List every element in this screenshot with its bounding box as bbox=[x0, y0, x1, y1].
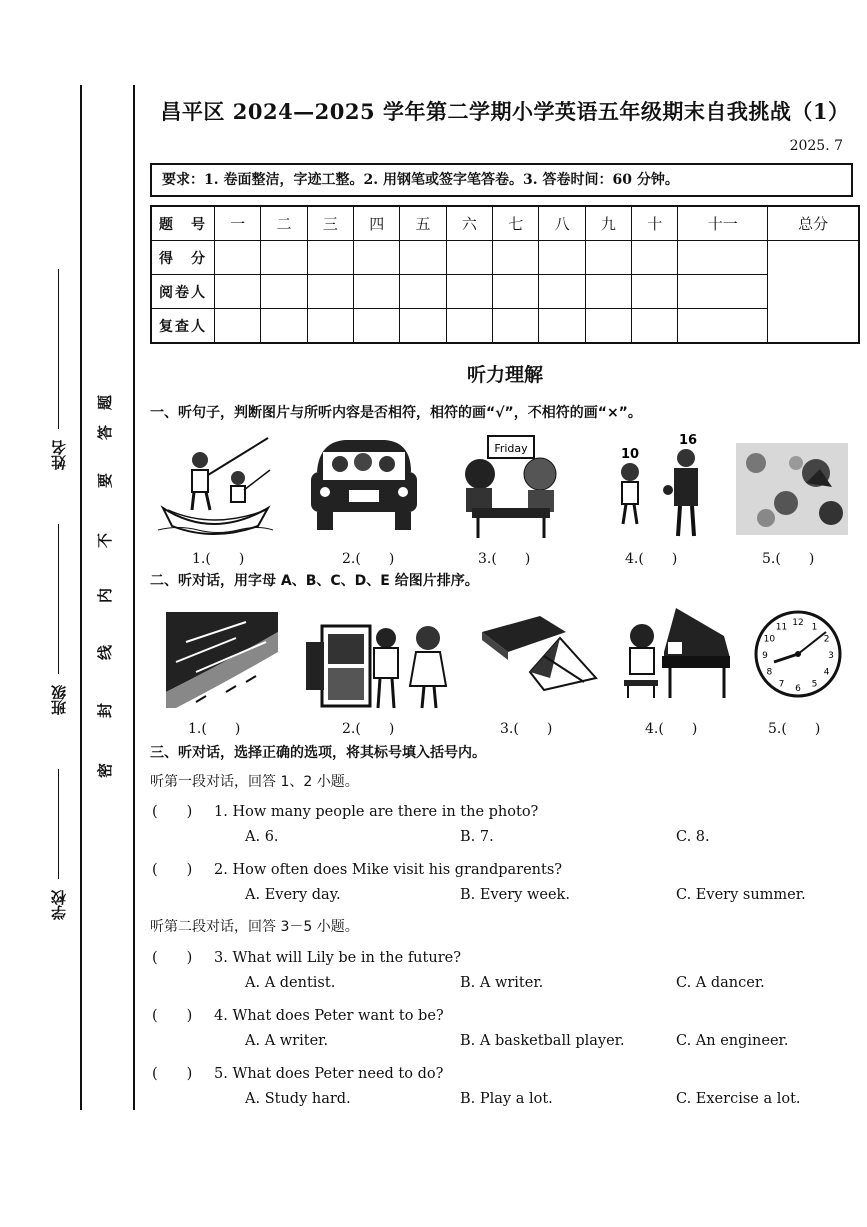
seal-char: 线 bbox=[96, 644, 115, 661]
grader-cell[interactable] bbox=[678, 275, 768, 309]
seal-char: 封 bbox=[96, 702, 115, 719]
piano-picture bbox=[614, 602, 732, 702]
part1-answer-1[interactable]: 1.( ) bbox=[192, 551, 245, 567]
age-small-text: 10 bbox=[620, 447, 640, 462]
clock-numeral: 3 bbox=[828, 651, 834, 661]
ages-picture bbox=[608, 428, 708, 540]
school-label: 学校 bbox=[50, 890, 68, 920]
question-text: 4. What does Peter want to be? bbox=[214, 1008, 444, 1024]
friday-chess-picture bbox=[452, 430, 570, 542]
score-cell[interactable] bbox=[539, 241, 585, 275]
score-cell[interactable] bbox=[261, 241, 307, 275]
score-cell[interactable] bbox=[354, 241, 400, 275]
clock-numeral: 7 bbox=[778, 679, 785, 690]
clock-numeral: 5 bbox=[811, 679, 818, 690]
score-cell[interactable] bbox=[585, 241, 631, 275]
reviewer-cell[interactable] bbox=[261, 309, 307, 344]
question-1 bbox=[152, 800, 538, 821]
question-text: 5. What does Peter need to do? bbox=[214, 1066, 444, 1082]
grader-cell[interactable] bbox=[354, 275, 400, 309]
grader-cell[interactable] bbox=[307, 275, 353, 309]
clock-numeral: 2 bbox=[823, 634, 830, 645]
seal-char: 题 bbox=[96, 394, 115, 411]
exam-title: 昌平区 2024—2025 学年第二学期小学英语五年级期末自我挑战（1） bbox=[160, 99, 850, 124]
col-header: 三 bbox=[307, 206, 353, 241]
clock-numeral: 10 bbox=[763, 634, 776, 645]
answer-paren[interactable]: ( ) bbox=[152, 804, 193, 820]
seal-char: 内 bbox=[96, 587, 115, 604]
part1-answer-3[interactable]: 3.( ) bbox=[478, 551, 531, 567]
school-field[interactable] bbox=[48, 760, 69, 920]
col-header: 六 bbox=[446, 206, 492, 241]
score-cell[interactable] bbox=[493, 241, 539, 275]
reviewer-cell[interactable] bbox=[539, 309, 585, 344]
grader-cell[interactable] bbox=[632, 275, 678, 309]
autumn-leaves-picture bbox=[736, 443, 848, 535]
clock-numeral: 9 bbox=[762, 651, 768, 661]
reviewer-cell[interactable] bbox=[493, 309, 539, 344]
question-text: 1. How many people are there in the photo? bbox=[214, 804, 539, 820]
option-b: B. A writer. bbox=[460, 975, 544, 991]
question-5 bbox=[152, 1062, 443, 1083]
dialog2-heading: 听第二段对话，回答 3－5 小题。 bbox=[150, 919, 359, 935]
col-header: 十一 bbox=[678, 206, 768, 241]
age-big-text: 16 bbox=[678, 433, 698, 448]
option-b: B. Every week. bbox=[460, 887, 570, 903]
class-field[interactable] bbox=[48, 515, 69, 715]
exam-date: 2025. 7 bbox=[789, 138, 843, 154]
clock-numeral: 6 bbox=[795, 684, 801, 694]
option-b: B. Play a lot. bbox=[460, 1091, 553, 1107]
clock-numeral: 11 bbox=[775, 622, 788, 633]
reviewer-cell[interactable] bbox=[678, 309, 768, 344]
reviewer-cell[interactable] bbox=[446, 309, 492, 344]
name-field[interactable] bbox=[48, 260, 69, 470]
seal-char: 答 bbox=[96, 424, 115, 441]
clock-numeral: 4 bbox=[823, 667, 830, 678]
grader-cell[interactable] bbox=[446, 275, 492, 309]
row-label: 阅卷人 bbox=[151, 275, 215, 309]
option-a: A. A writer. bbox=[245, 1033, 329, 1049]
section-title: 听力理解 bbox=[466, 364, 543, 386]
option-c: C. A dancer. bbox=[676, 975, 765, 991]
option-c: C. An engineer. bbox=[676, 1033, 789, 1049]
score-cell[interactable] bbox=[215, 241, 261, 275]
row-label: 复查人 bbox=[151, 309, 215, 344]
fridge-people-picture bbox=[300, 612, 450, 712]
part2-answer-5[interactable]: 5.( ) bbox=[768, 721, 821, 737]
score-cell[interactable] bbox=[632, 241, 678, 275]
name-label: 姓名 bbox=[50, 440, 68, 470]
part1-answer-5[interactable]: 5.( ) bbox=[762, 551, 815, 567]
seal-char: 要 bbox=[96, 472, 115, 489]
clock-picture bbox=[752, 608, 844, 700]
dialog1-heading: 听第一段对话，回答 1、2 小题。 bbox=[150, 774, 359, 790]
reviewer-cell[interactable] bbox=[400, 309, 446, 344]
answer-paren[interactable]: ( ) bbox=[152, 1008, 193, 1024]
part2-answer-1[interactable]: 1.( ) bbox=[188, 721, 241, 737]
friday-sign-text: Friday bbox=[494, 442, 528, 455]
part1-answer-2[interactable]: 2.( ) bbox=[342, 551, 395, 567]
requirements-box: 要求：1. 卷面整洁，字迹工整。2. 用钢笔或签字笔答卷。3. 答卷时间：60 分钟。 bbox=[150, 163, 853, 197]
question-text: 3. What will Lily be in the future? bbox=[214, 950, 461, 966]
col-header: 九 bbox=[585, 206, 631, 241]
clock-numeral: 1 bbox=[811, 622, 818, 633]
reviewer-cell[interactable] bbox=[307, 309, 353, 344]
fishing-boat-picture bbox=[158, 430, 273, 540]
question-text: 2. How often does Mike visit his grandparents? bbox=[214, 862, 563, 878]
reviewer-cell[interactable] bbox=[585, 309, 631, 344]
reviewer-cell[interactable] bbox=[354, 309, 400, 344]
table-row-header bbox=[151, 206, 859, 241]
option-c: C. 8. bbox=[676, 829, 710, 845]
class-label: 班级 bbox=[50, 685, 68, 715]
question-2 bbox=[152, 858, 562, 879]
question-3 bbox=[152, 946, 461, 967]
part2-answer-2[interactable]: 2.( ) bbox=[342, 721, 395, 737]
clock-numeral: 8 bbox=[766, 667, 773, 678]
part3-instruction: 三、听对话，选择正确的选项，将其标号填入括号内。 bbox=[150, 745, 486, 761]
part1-instruction: 一、听句子，判断图片与所听内容是否相符，相符的画“√”，不相符的画“×”。 bbox=[150, 405, 642, 421]
row-label: 题 号 bbox=[151, 206, 215, 241]
grader-cell[interactable] bbox=[539, 275, 585, 309]
score-table bbox=[150, 205, 860, 344]
col-header: 五 bbox=[400, 206, 446, 241]
answer-paren[interactable]: ( ) bbox=[152, 862, 193, 878]
table-row-reviewer bbox=[151, 309, 859, 344]
score-cell[interactable] bbox=[307, 241, 353, 275]
grader-cell[interactable] bbox=[261, 275, 307, 309]
total-score-cell[interactable] bbox=[768, 241, 859, 344]
option-a: A. Every day. bbox=[245, 887, 341, 903]
option-b: B. 7. bbox=[460, 829, 494, 845]
answer-paren[interactable]: ( ) bbox=[152, 1066, 193, 1082]
col-header: 一 bbox=[215, 206, 261, 241]
part2-instruction: 二、听对话，用字母 A、B、C、D、E 给图片排序。 bbox=[150, 573, 479, 589]
table-row-score bbox=[151, 241, 859, 275]
grader-cell[interactable] bbox=[493, 275, 539, 309]
col-header: 七 bbox=[493, 206, 539, 241]
col-header: 总分 bbox=[768, 206, 859, 241]
zongzi-picture bbox=[470, 612, 602, 694]
col-header: 十 bbox=[632, 206, 678, 241]
option-c: C. Exercise a lot. bbox=[676, 1091, 801, 1107]
seal-char: 密 bbox=[96, 762, 115, 779]
option-b: B. A basketball player. bbox=[460, 1033, 625, 1049]
grader-cell[interactable] bbox=[215, 275, 261, 309]
beach-picture bbox=[166, 612, 278, 708]
col-header: 四 bbox=[354, 206, 400, 241]
col-header: 二 bbox=[261, 206, 307, 241]
grader-cell[interactable] bbox=[400, 275, 446, 309]
answer-paren[interactable]: ( ) bbox=[152, 950, 193, 966]
option-a: A. A dentist. bbox=[245, 975, 336, 991]
margin-line-left bbox=[80, 85, 82, 1110]
family-car-picture bbox=[305, 432, 423, 536]
option-a: A. Study hard. bbox=[245, 1091, 351, 1107]
clock-numeral: 12 bbox=[792, 618, 804, 628]
margin-line-right bbox=[133, 85, 135, 1110]
row-label: 得 分 bbox=[151, 241, 215, 275]
option-c: C. Every summer. bbox=[676, 887, 806, 903]
reviewer-cell[interactable] bbox=[215, 309, 261, 344]
option-a: A. 6. bbox=[245, 829, 279, 845]
score-cell[interactable] bbox=[446, 241, 492, 275]
score-cell[interactable] bbox=[400, 241, 446, 275]
seal-char: 不 bbox=[96, 532, 115, 549]
score-cell[interactable] bbox=[678, 241, 768, 275]
grader-cell[interactable] bbox=[585, 275, 631, 309]
question-4 bbox=[152, 1004, 444, 1025]
col-header: 八 bbox=[539, 206, 585, 241]
part2-answer-3[interactable]: 3.( ) bbox=[500, 721, 553, 737]
part1-answer-4[interactable]: 4.( ) bbox=[625, 551, 678, 567]
table-row-grader bbox=[151, 275, 859, 309]
reviewer-cell[interactable] bbox=[632, 309, 678, 344]
part2-answer-4[interactable]: 4.( ) bbox=[645, 721, 698, 737]
